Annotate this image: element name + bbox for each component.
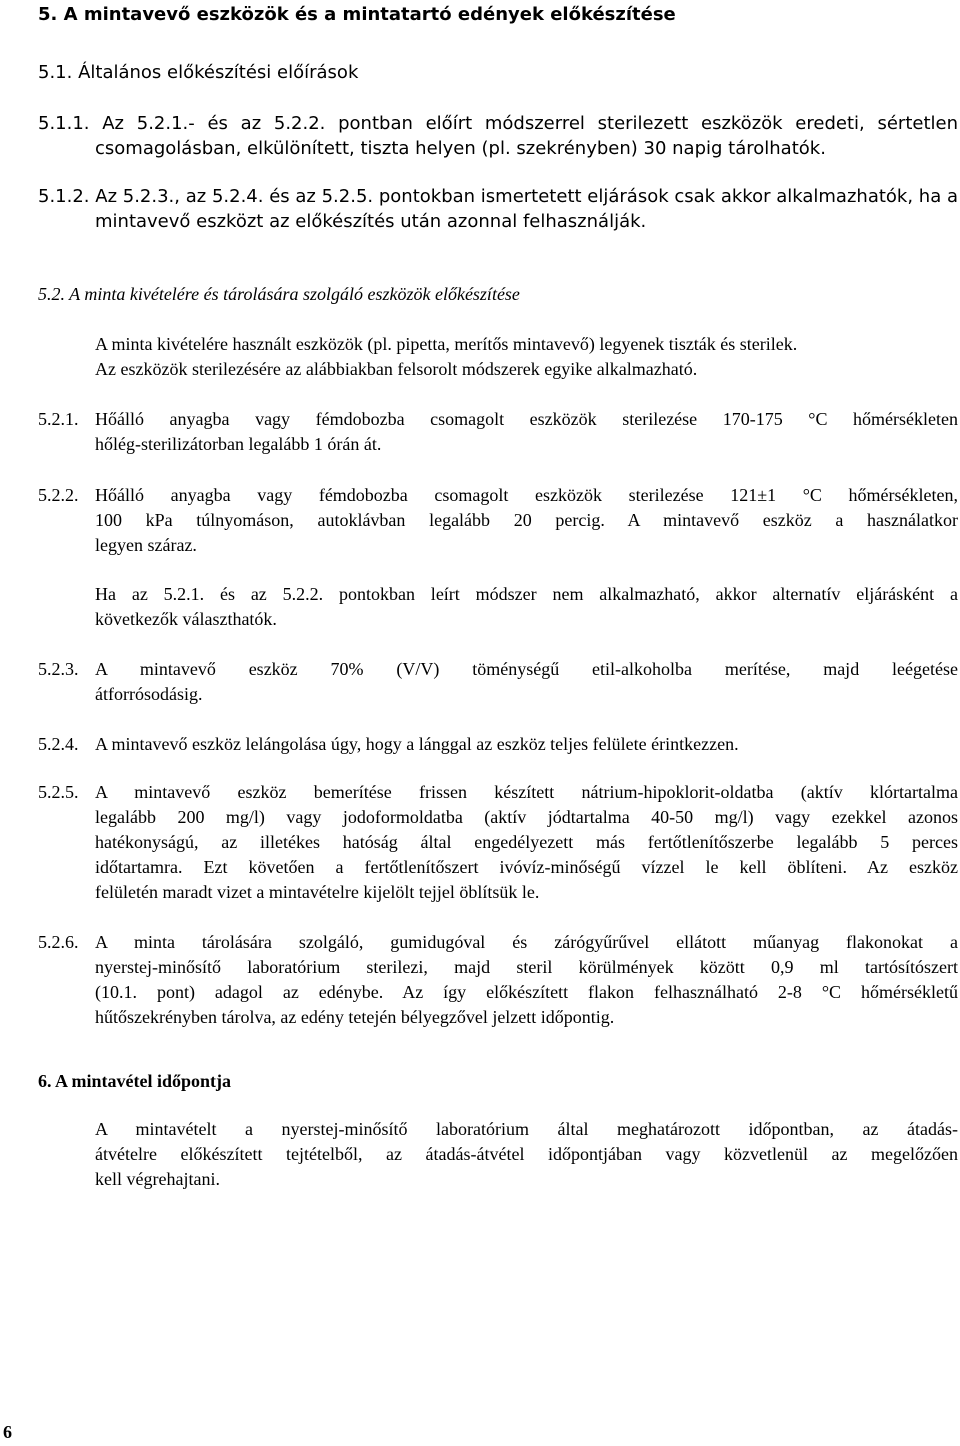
para-line: felületén maradt vizet a mintavételre kijelölt tejjel öblítsük le.: [95, 882, 540, 902]
para-line: A mintavételt a nyerstej-minősítő laboratórium által meghatározott időpontban, az átadás-: [95, 1119, 958, 1139]
para-5-2-5: [95, 780, 958, 905]
para-line: A mintavevő eszköz bemerítése frissen készített nátrium-hipoklorit-oldatba (aktív klórtartalma: [95, 782, 958, 802]
para-line: 100 kPa túlnyomáson, autoklávban legalább 20 percig. A mintavevő eszköz a használatkor: [95, 510, 958, 530]
para-line: 5.1.2. Az 5.2.3., az 5.2.4. és az 5.2.5. pontokban ismertetett eljárások csak akkor alkalmazhatók, ha a: [38, 186, 958, 207]
para-line: Az eszközök sterilezésére az alábbiakban felsorolt módszerek egyike alkalmazható.: [95, 359, 698, 379]
item-number: 5.2.2.: [38, 485, 79, 505]
item-number: 5.2.4.: [38, 734, 79, 754]
para-line: kell végrehajtani.: [95, 1169, 220, 1189]
para-line: 5.1.1. Az 5.2.1.- és az 5.2.2. pontban előírt módszerrel sterilezett eszközök eredeti, sértetlen: [38, 113, 958, 134]
para-line: hatékonyságú, az illetékes hatóság által engedélyezett más fertőtlenítőszerbe legalább 5 perces: [95, 832, 958, 852]
para-5-2-4: [95, 732, 958, 757]
para-line: Hőálló anyagba vagy fémdobozba csomagolt eszközök sterilezése 170-175 °C hőmérsékleten: [95, 409, 958, 429]
para-line: legalább 200 mg/l) vagy jodoformoldatba (aktív jódtartalma 40-50 mg/l) vagy ezekkel azonos: [95, 807, 958, 827]
para-5-1-1: [38, 111, 958, 161]
para-line: átvételre előkészített tejtételből, az átadás-átvétel időpontjában vagy közvetlenül az megelőzően: [95, 1144, 958, 1164]
para-line: következők választhatók.: [95, 609, 277, 629]
section-heading-6: 6. A mintavétel időpontja: [38, 1071, 232, 1091]
para-line: A minta tárolására szolgáló, gumidugóval és zárógyűrűvel ellátott műanyag flakonokat a: [95, 932, 958, 952]
item-number: 5.2.1.: [38, 409, 79, 429]
para-6: [95, 1117, 958, 1192]
para-line: átforrósodásig.: [95, 684, 203, 704]
para-5-2-3: [95, 657, 958, 707]
para-line: A mintavevő eszköz 70% (V/V) töménységű etil-alkoholba merítése, majd leégetése: [95, 659, 958, 679]
item-number: 5.2.5.: [38, 782, 79, 802]
para-line: legyen száraz.: [95, 535, 197, 555]
para-line: mintavevő eszközt az előkészítés után azonnal felhasználják.: [95, 211, 647, 232]
para-line: hőlég-sterilizátorban legalább 1 órán át.: [95, 434, 382, 454]
para-5-2-6: [95, 930, 958, 1030]
para-line: (10.1. pont) adagol az edénybe. Az így előkészített flakon felhasználható 2-8 °C hőmérsékletű: [95, 982, 958, 1002]
para-line: A minta kivételére használt eszközök (pl. pipetta, merítős mintavevő) legyenek tiszták és sterilek.: [95, 334, 798, 354]
para-5-2-1: [95, 407, 958, 457]
para-line: Ha az 5.2.1. és az 5.2.2. pontokban leírt módszer nem alkalmazható, akkor alternatív eljárásként a: [95, 584, 958, 604]
para-line: hűtőszekrényben tárolva, az edény tetején bélyegzővel jelzett időpontig.: [95, 1007, 615, 1027]
para-5-1-2: [38, 184, 958, 234]
para-line: időtartamra. Ezt követően a fertőtlenítőszert ivóvíz-minőségű vízzel le kell öblíteni. Az eszköz: [95, 857, 958, 877]
para-intro-5-2: [95, 332, 958, 382]
item-number: 5.2.3.: [38, 659, 79, 679]
para-line: nyerstej-minősítő laboratórium sterilezi, majd steril körülmények között 0,9 ml tartósítószert: [95, 957, 958, 977]
section-heading-5: 5. A mintavevő eszközök és a mintatartó edények előkészítése: [38, 4, 676, 25]
section-heading-5-2: 5.2. A minta kivételére és tárolására szolgáló eszközök előkészítése: [38, 284, 520, 304]
para-5-2-2: [95, 483, 958, 558]
section-heading-5-1: 5.1. Általános előkészítési előírások: [38, 62, 359, 83]
page-number: 6: [3, 1422, 12, 1442]
para-line: A mintavevő eszköz lelángolása úgy, hogy a lánggal az eszköz teljes felülete érintkezzen.: [95, 734, 739, 754]
para-line: csomagolásban, elkülönített, tiszta helyen (pl. szekrényben) 30 napig tárolhatók.: [95, 138, 826, 159]
item-number: 5.2.6.: [38, 932, 79, 952]
para-line: Hőálló anyagba vagy fémdobozba csomagolt eszközök sterilezése 121±1 °C hőmérsékleten,: [95, 485, 958, 505]
para-alternative: [95, 582, 958, 632]
